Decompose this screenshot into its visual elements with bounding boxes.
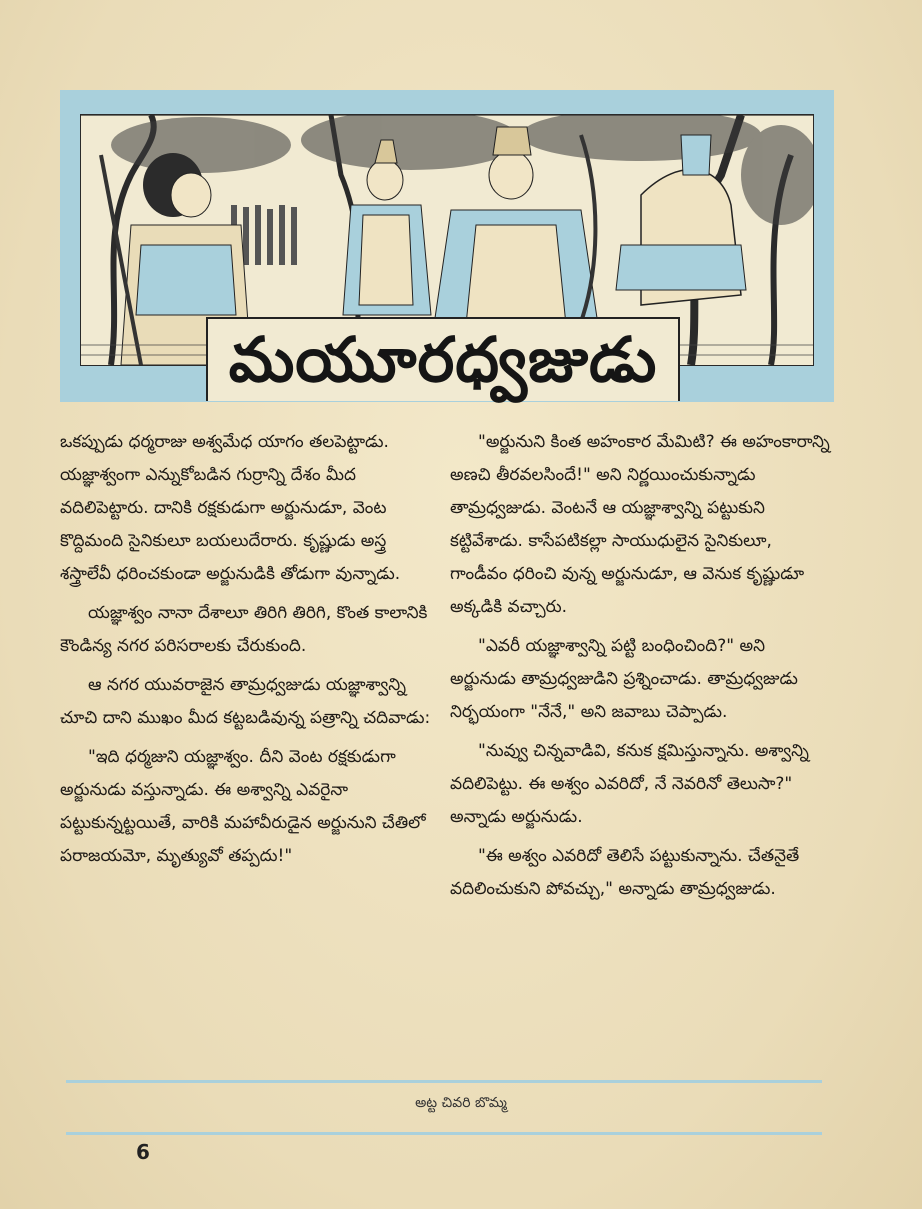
paragraph: "ఎవరీ యజ్ఞాశ్వాన్ని పట్టి బంధించింది?" అని అర్జునుడు తామ్రధ్వజుడిని ప్రశ్నించాడు. తామ్రధ్వజుడు నిర్భయంగా "నేనే," అని జవాబు చెప్పాడు. [450, 636, 798, 722]
page-number: 6 [136, 1140, 150, 1164]
paragraph: "ఇది ధర్మజుని యజ్ఞాశ్వం. దీని వెంట రక్షకుడుగా అర్జునుడు వస్తున్నాడు. ఈ అశ్వాన్ని ఎవరైనా పట్టుకున్నట్టయితే, వారికి మహావీరుడైన అర్జునుని చేతిలో పరాజయమో, మృత్యువో తప్పదు!" [60, 747, 426, 866]
title-box [206, 317, 680, 401]
paragraph: "అర్జునుని కింత అహంకార మేమిటి? ఈ అహంకారాన్ని అణచి తీరవలసిందే!" అని నిర్ణయించుకున్నాడు తామ్రధ్వజుడు. వెంటనే ఆ యజ్ఞాశ్వాన్ని పట్టుకుని కట్టివేశాడు. కాసేపటికల్లా సాయుధులైన సైనికులూ, గాండీవం ధరించి వున్న అర్జునుడూ, ఆ వెనుక కృష్ణుడూ అక్కడికి వచ్చారు. [450, 432, 830, 617]
left-column [60, 426, 440, 879]
paragraph: యజ్ఞాశ్వం నానా దేశాలూ తిరిగి తిరిగి, కొంత కాలానికి కౌండిన్య నగర పరిసరాలకు చేరుకుంది. [60, 603, 428, 656]
paragraph: ఒకప్పుడు ధర్మరాజు అశ్వమేధ యాగం తలపెట్టాడు. యజ్ఞాశ్వంగా ఎన్నుకోబడిన గుర్రాన్ని దేశం మీద వదిలిపెట్టారు. దానికి రక్షకుడుగా అర్జునుడూ, వెంట కొద్దిమంది సైనికులూ బయలుదేరారు. కృష్ణుడు అస్త్ర శస్త్రాలేవీ ధరించకుండా అర్జునుడికి తోడుగా వున్నాడు. [60, 432, 401, 584]
footer-rule-bottom [66, 1132, 822, 1135]
right-column [450, 426, 830, 912]
footer-caption: అట్ట చివరి బొమ్మ [415, 1095, 507, 1111]
illustration-banner [60, 90, 834, 402]
paragraph: "ఈ అశ్వం ఎవరిదో తెలిసే పట్టుకున్నాను. చేతనైతే వదిలించుకుని పోవచ్చు," అన్నాడు తామ్రధ్వజుడు. [450, 846, 800, 899]
footer-rule-top [66, 1080, 822, 1083]
paragraph: "నువ్వు చిన్నవాడివి, కనుక క్షమిస్తున్నాను. అశ్వాన్ని వదిలిపెట్టు. ఈ అశ్వం ఎవరిదో, నే నెవరినో తెలుసా?" అన్నాడు అర్జునుడు. [450, 741, 809, 827]
paragraph: ఆ నగర యువరాజైన తామ్రధ్వజుడు యజ్ఞాశ్వాన్ని చూచి దాని ముఖం మీద కట్టబడివున్న పత్రాన్ని చదివాడు: [60, 675, 431, 728]
story-title: మయూరధ్వజుడు [228, 323, 658, 396]
